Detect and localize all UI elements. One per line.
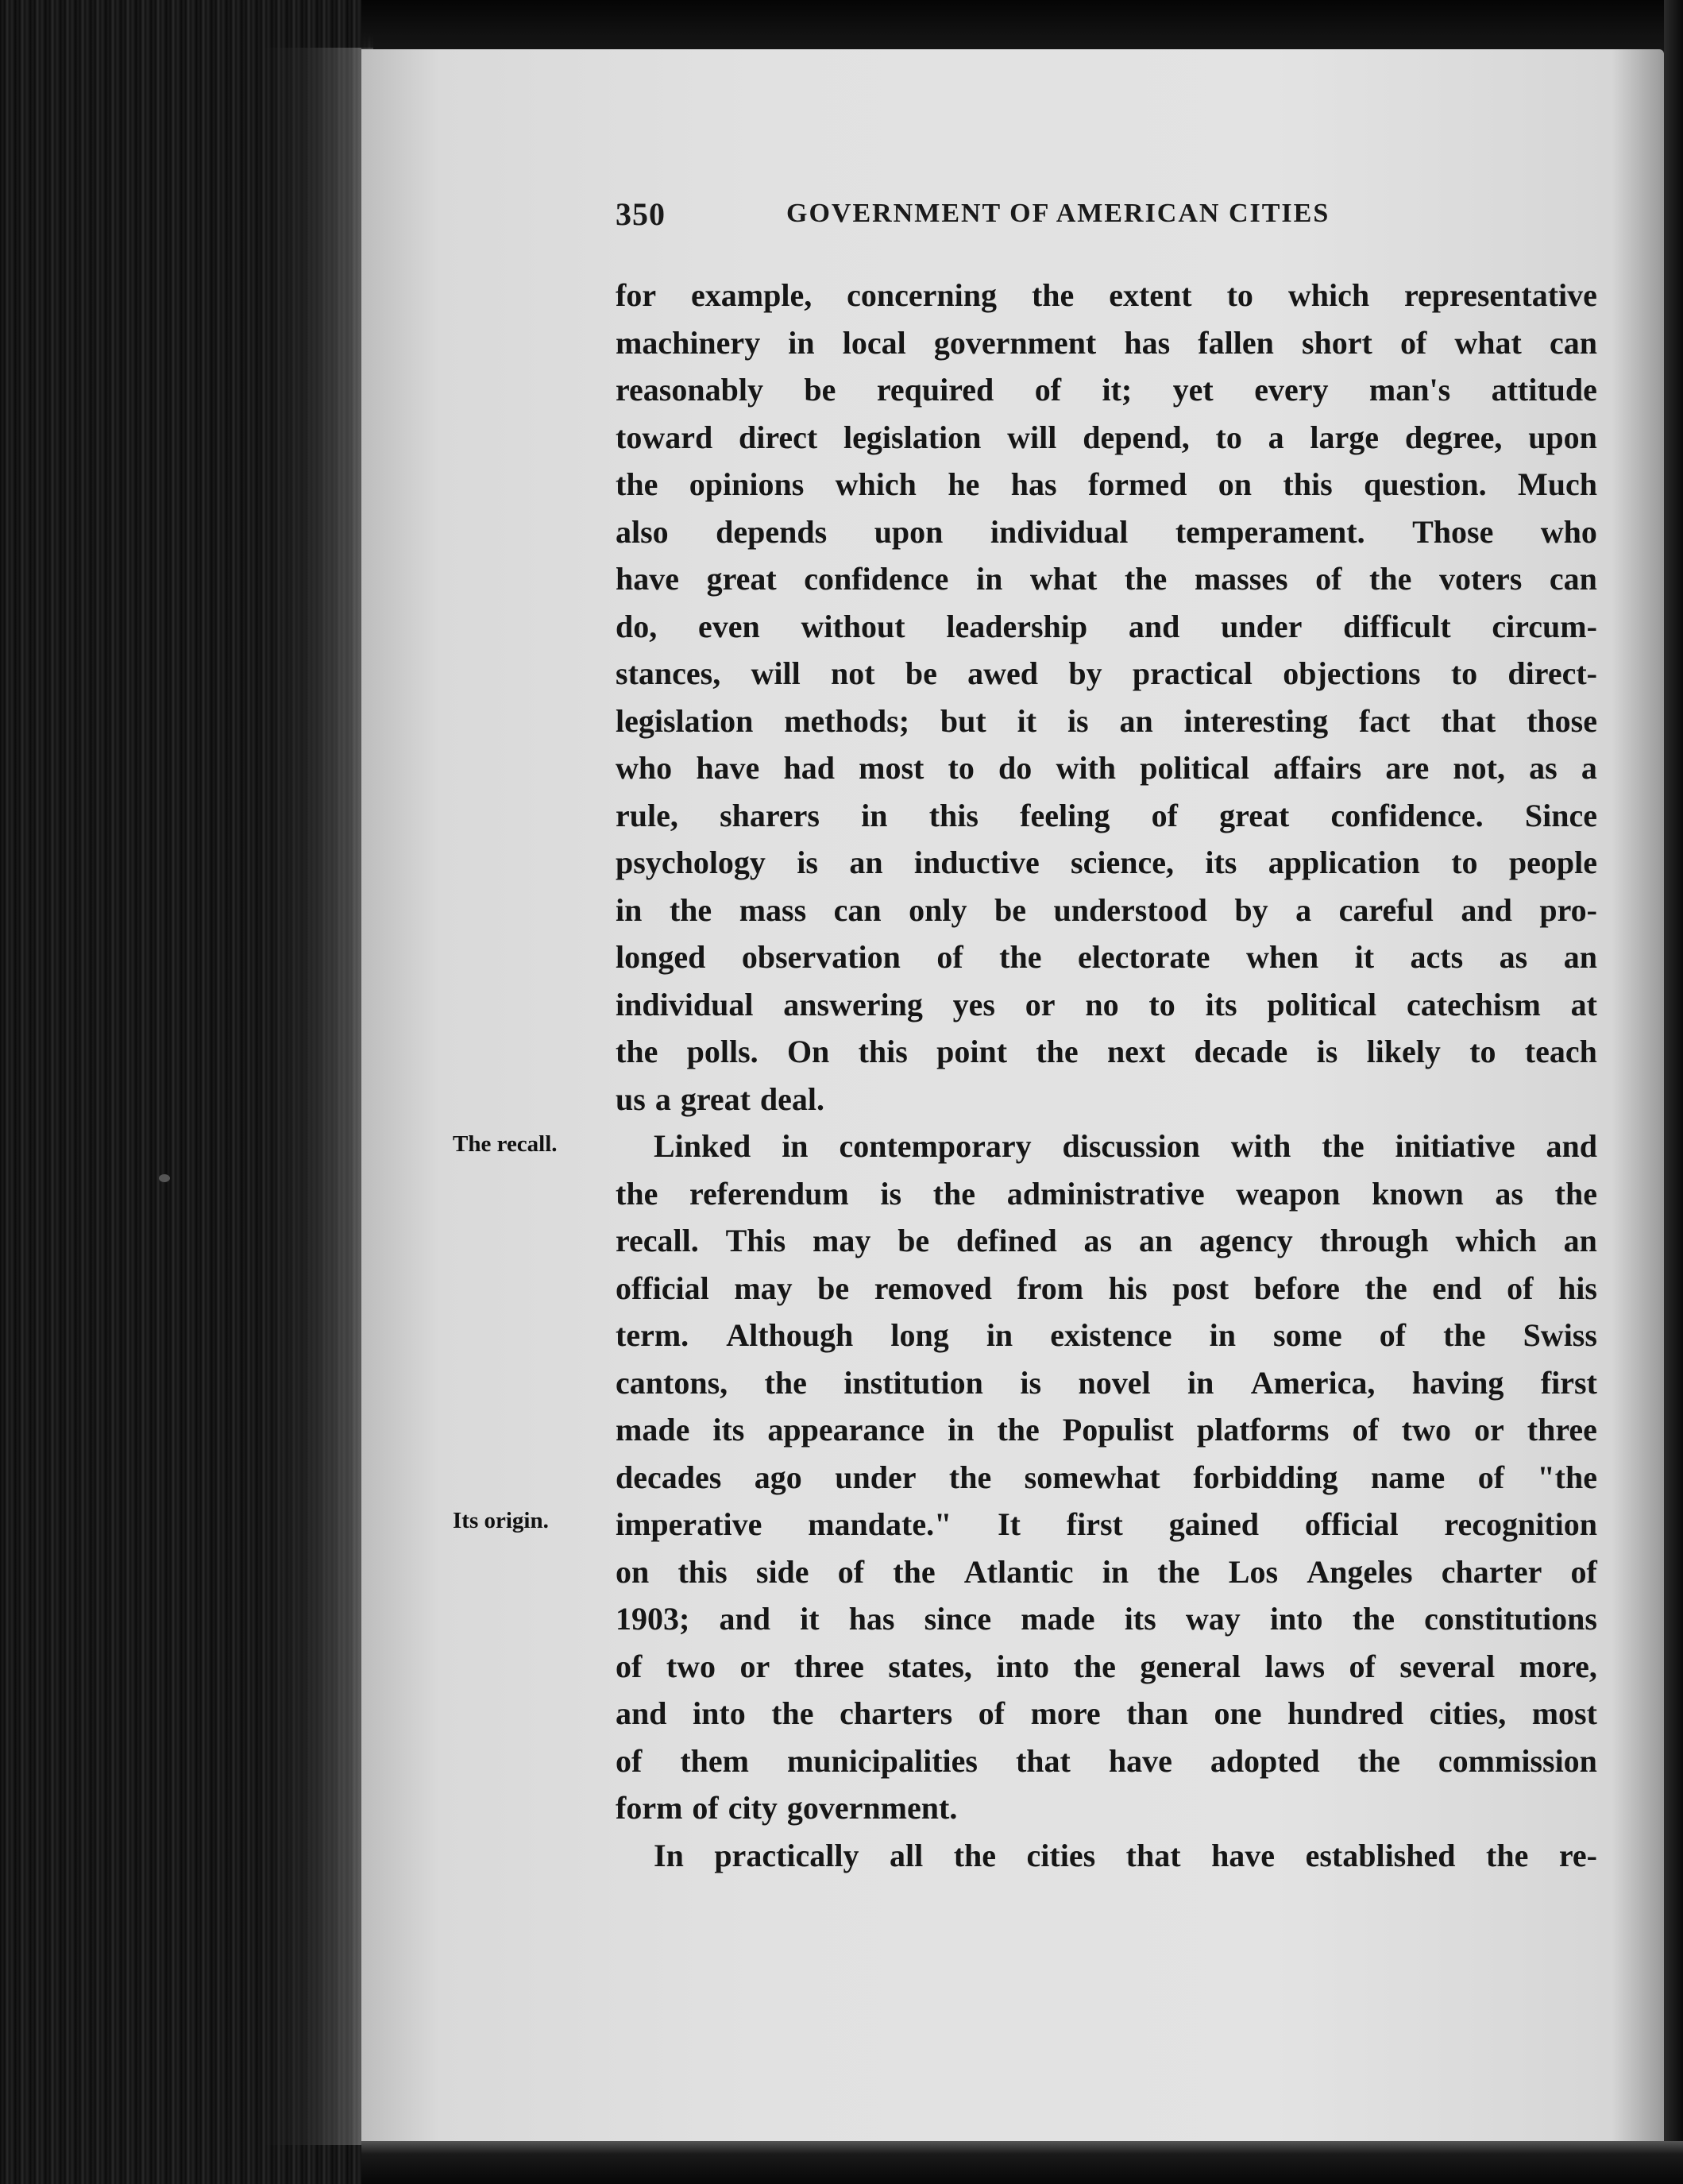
text-line: of two or three states, into the general laws of several more,: [616, 1648, 1597, 1684]
page-bottom-edge: [361, 2141, 1683, 2184]
body-text: [616, 272, 1597, 1879]
text-line: on this side of the Atlantic in the Los Angeles charter of: [616, 1553, 1597, 1590]
text-line: machinery in local government has fallen short of what can: [616, 324, 1597, 361]
text-line: in the mass can only be understood by a careful and pro-: [616, 891, 1597, 928]
text-line: reasonably be required of it; yet every man's attitude: [616, 372, 1597, 408]
top-shadow: [361, 0, 1683, 56]
text-line: imperative mandate." It first gained official recognition: [616, 1506, 1597, 1542]
text-line: 1903; and it has since made its way into the constitutions: [616, 1601, 1597, 1637]
text-line: for example, concerning the extent to which representative: [616, 277, 1597, 313]
text-line: recall. This may be defined as an agency through which an: [616, 1223, 1597, 1258]
page-number: 350: [616, 196, 666, 232]
text-line: official may be removed from his post before the end of his: [616, 1270, 1597, 1306]
text-line: psychology is an inductive science, its application to people: [616, 845, 1597, 880]
text-line: have great confidence in what the masses of the voters can: [616, 561, 1597, 597]
text-line: of them municipalities that have adopted the commission: [616, 1742, 1597, 1779]
text-line: the opinions which he has formed on this question. Much: [616, 466, 1597, 502]
text-line: cantons, the institution is novel in America, having first: [616, 1364, 1597, 1401]
page-header: [616, 195, 1597, 235]
text-line: stances, will not be awed by practical objections to direct-: [616, 655, 1597, 691]
text-line: who have had most to do with political affairs are not, as a: [616, 750, 1597, 786]
text-line: us a great deal.: [616, 1080, 825, 1117]
text-line: In practically all the cities that have established the re-: [654, 1837, 1597, 1873]
sidenote-origin: Its origin.: [453, 1508, 549, 1533]
paper-speck: [159, 1174, 170, 1182]
text-line: rule, sharers in this feeling of great confidence. Since: [616, 797, 1597, 833]
text-line: the referendum is the administrative weapon known as the: [616, 1175, 1597, 1212]
text-line: Linked in contemporary discussion with the initiative and: [654, 1128, 1597, 1164]
text-line: decades ago under the somewhat forbidding name of "the: [616, 1459, 1597, 1495]
sidenote-recall: The recall.: [453, 1131, 558, 1157]
text-line: legislation methods; but it is an interesting fact that those: [616, 702, 1597, 739]
text-line: do, even without leadership and under difficult circum-: [616, 608, 1597, 644]
text-line: longed observation of the electorate when it acts as an: [616, 939, 1597, 975]
gutter-shadow: [262, 48, 373, 2145]
text-line: individual answering yes or no to its political catechism at: [616, 986, 1597, 1022]
right-edge: [1664, 0, 1683, 2184]
text-line: and into the charters of more than one hundred cities, most: [616, 1695, 1597, 1731]
text-line: form of city government.: [616, 1790, 958, 1826]
text-line: toward direct legislation will depend, to a large degree, upon: [616, 419, 1597, 455]
running-head: GOVERNMENT OF AMERICAN CITIES: [786, 199, 1330, 228]
text-line: made its appearance in the Populist platforms of two or three: [616, 1412, 1597, 1448]
text-line: term. Although long in existence in some of the Swiss: [616, 1317, 1597, 1353]
text-line: also depends upon individual temperament. Those who: [616, 513, 1597, 550]
text-line: the polls. On this point the next decade is likely to teach: [616, 1034, 1597, 1069]
